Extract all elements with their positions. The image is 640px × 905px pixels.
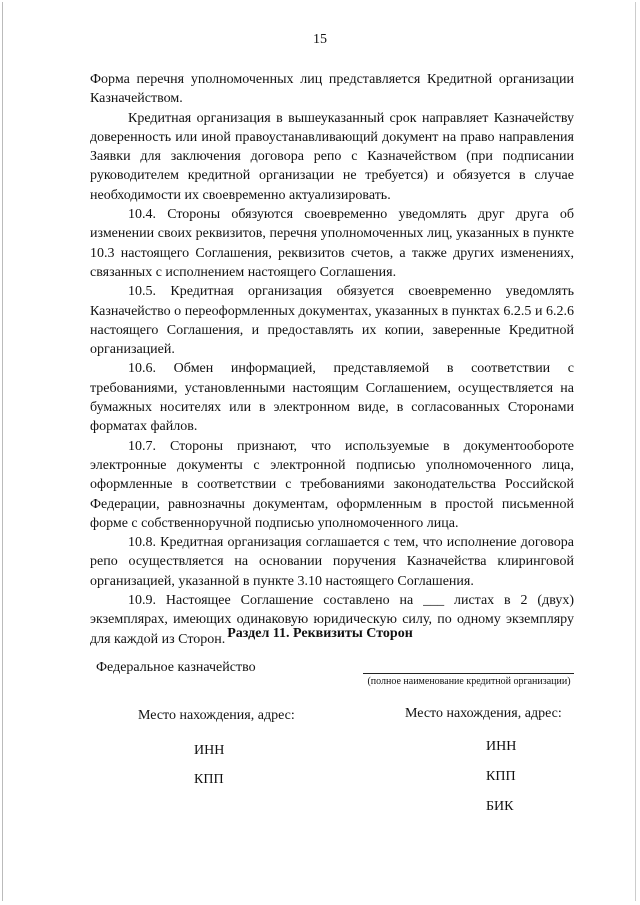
left-party-address-label: Место нахождения, адрес:	[138, 708, 295, 723]
paragraph-10-4: 10.4. Стороны обязуются своевременно уведомлять друг друга об изменении своих реквизитов, перечня уполномоченных лиц, указанных в пункте 10.3 настоящего Соглашения, реквизитов счетов, а также других изменениях, связанных с исполнением настоящего Соглашения.	[90, 207, 574, 280]
right-party-inn-label: ИНН	[486, 739, 517, 754]
left-party-name: Федеральное казначейство	[96, 660, 256, 675]
paragraph-form-list: Форма перечня уполномоченных лиц представляется Кредитной организации Казначейством.	[90, 72, 574, 107]
right-party-bik-label: БИК	[486, 799, 514, 814]
paragraph-10-5: 10.5. Кредитная организация обязуется своевременно уведомлять Казначейство о переоформленных документах, указанных в пунктах 6.2.5 и 6.2.6 настоящего Соглашения, и предоставлять их копии, заверенные Кредитной организацией.	[90, 284, 574, 358]
page-number: 15	[313, 32, 327, 47]
right-party-address-label: Место нахождения, адрес:	[405, 706, 562, 721]
paragraph-10-7: 10.7. Стороны признают, что используемые в документообороте электронные документы с электронной подписью уполномоченного лица, оформленные в соответствии с требованиями законодательства Российской Федерации, равнозначны документам, оформленным в простой письменной форме с собственноручной подписью уполномоченного лица.	[90, 438, 574, 531]
paragraph-power-of-attorney: Кредитная организация в вышеуказанный срок направляет Казначейству доверенность или иной правоустанавливающий документ на право направления Заявки для заключения договора репо с Казначейством (при подписании руководителем кредитной организации не требуется) и обязуется в случае необходимости их своевременно актуализировать.	[90, 110, 574, 203]
left-party-inn-label: ИНН	[194, 743, 225, 758]
document-body	[90, 70, 574, 649]
right-party-kpp-label: КПП	[486, 769, 516, 784]
paragraph-10-8: 10.8. Кредитная организация соглашается с тем, что исполнение договора репо осуществляется на основании поручения Казначейства клиринговой организацией, указанной в пункте 3.10 настоящего Соглашения.	[90, 535, 574, 589]
right-party-name-caption: (полное наименование кредитной организации)	[367, 676, 571, 687]
left-party-kpp-label: КПП	[194, 772, 224, 787]
paragraph-10-6: 10.6. Обмен информацией, представляемой в соответствии с требованиями, установленными настоящим Соглашением, осуществляется на бумажных носителях или в электронном виде, в согласованных Сторонами форматах файлов.	[90, 361, 574, 435]
right-party-name-line	[363, 673, 574, 674]
section-heading: Раздел 11. Реквизиты Сторон	[227, 626, 413, 641]
paragraph-10-9: 10.9. Настоящее Соглашение составлено на ___ листах в 2 (двух) экземплярах, имеющих одинаковую юридическую силу, по одному экземпляру для каждой из Сторон.	[90, 593, 574, 647]
